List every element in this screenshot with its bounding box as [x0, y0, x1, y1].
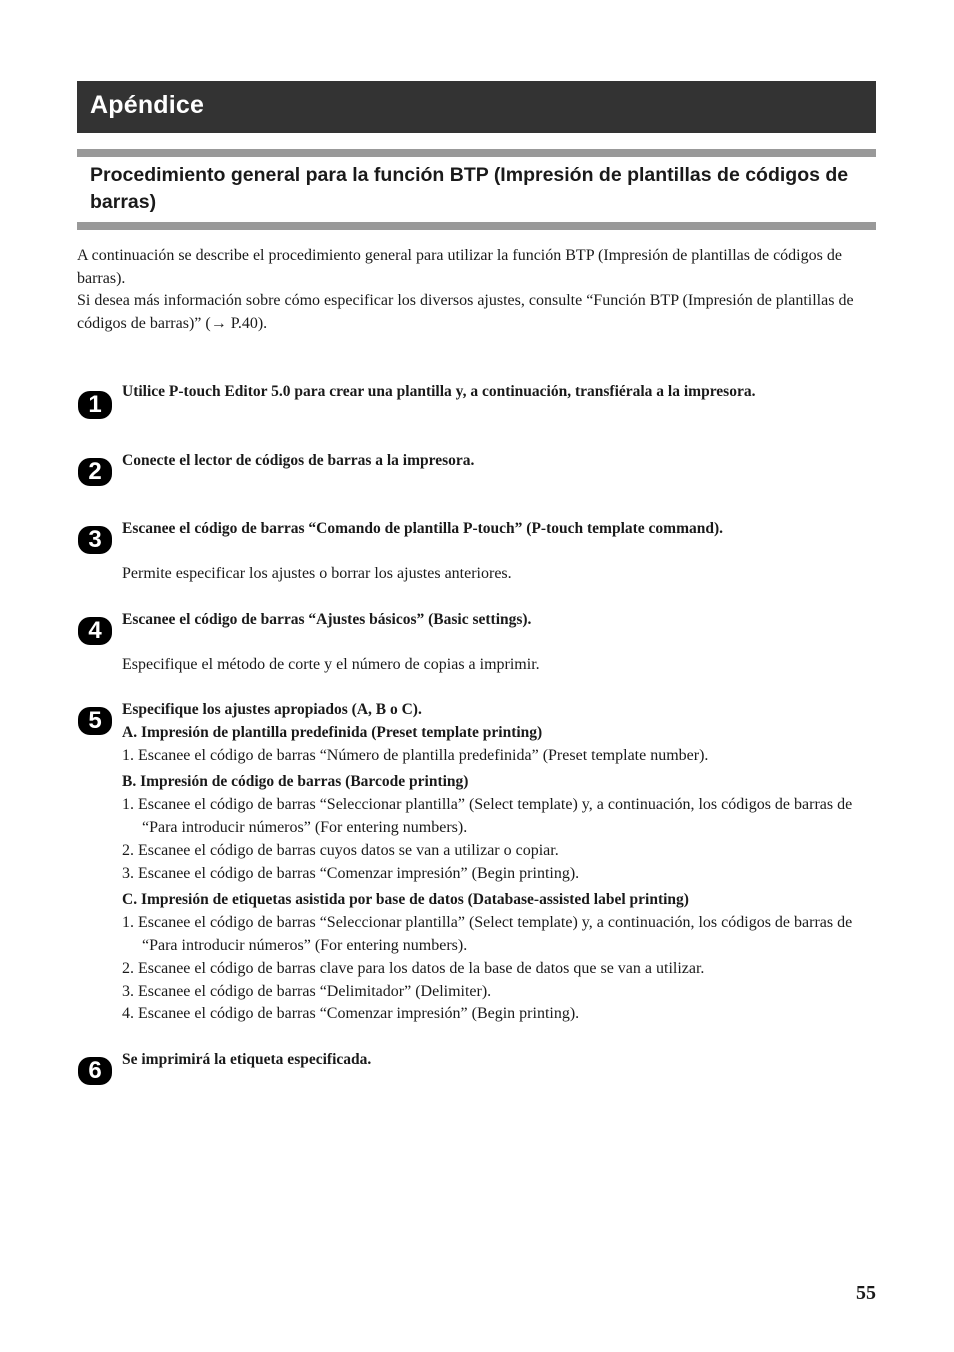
step-number-badge [78, 1057, 112, 1085]
option-a-item: 1. Escanee el código de barras “Número de plantilla predefinida” (Preset template number). [122, 746, 709, 764]
step-number: 3 [88, 526, 102, 553]
step-number-badge [78, 391, 112, 419]
section-rule-bottom [77, 222, 876, 230]
page-number: 55 [856, 1282, 876, 1304]
intro-paragraph: A continuación se describe el procedimiento general para utilizar la función BTP (Impresión de plantillas de códigos de barras). [77, 247, 842, 287]
step-description: Especifique el método de corte y el número de copias a imprimir. [122, 656, 540, 673]
step-number-badge [78, 707, 112, 735]
section-rule-top [77, 149, 876, 157]
section-title: Procedimiento general para la función BTP (Impresión de plantillas de códigos de barras) [90, 164, 849, 213]
option-c-item: 1. Escanee el código de barras “Seleccionar plantilla” (Select template) y, a continuación, los códigos de barras de “Para introducir números” (For entering numbers). [122, 914, 853, 954]
step-title: Escanee el código de barras “Comando de plantilla P-touch” (P-touch template command). [122, 520, 724, 537]
step-title: Conecte el lector de códigos de barras a la impresora. [122, 452, 475, 469]
option-c-item: 4. Escanee el código de barras “Comenzar impresión” (Begin printing). [122, 1005, 580, 1023]
step-title: Se imprimirá la etiqueta especificada. [122, 1051, 372, 1068]
step-number: 1 [88, 391, 102, 418]
step-number-badge [78, 617, 112, 645]
step-title: Especifique los ajustes apropiados (A, B o C). [122, 701, 422, 718]
option-a-heading: A. Impresión de plantilla predefinida (Preset template printing) [122, 723, 543, 741]
option-b-item: 2. Escanee el código de barras cuyos datos se van a utilizar o copiar. [122, 841, 559, 859]
step-number: 6 [88, 1057, 102, 1084]
option-b-item: 3. Escanee el código de barras “Comenzar impresión” (Begin printing). [122, 864, 580, 882]
intro-text [77, 245, 877, 336]
option-c-item: 3. Escanee el código de barras “Delimitador” (Delimiter). [122, 982, 492, 1000]
step-title: Escanee el código de barras “Ajustes básicos” (Basic settings). [122, 611, 532, 628]
step-number: 4 [88, 617, 102, 644]
chapter-header [77, 81, 876, 133]
step-description: Permite especificar los ajustes o borrar los ajustes anteriores. [122, 565, 512, 582]
option-b-item: 1. Escanee el código de barras “Seleccionar plantilla” (Select template) y, a continuación, los códigos de barras de “Para introducir números” (For entering numbers). [122, 796, 853, 836]
option-c-item: 2. Escanee el código de barras clave para los datos de la base de datos que se van a utilizar. [122, 959, 705, 977]
step-title: Utilice P-touch Editor 5.0 para crear una plantilla y, a continuación, transfiérala a la impresora. [122, 383, 756, 400]
step-number: 5 [88, 707, 102, 734]
step-5-content [122, 699, 862, 1026]
intro-paragraph: Si desea más información sobre cómo especificar los diversos ajustes, consulte “Función BTP (Impresión de plantillas de códigos de barras)” (→ P.40). [77, 292, 854, 333]
option-c-heading: C. Impresión de etiquetas asistida por base de datos (Database-assisted label printing) [122, 891, 689, 909]
step-number: 2 [88, 458, 102, 485]
step-number-badge [78, 526, 112, 554]
chapter-title: Apéndice [90, 91, 205, 119]
step-number-badge [78, 458, 112, 486]
option-b-heading: B. Impresión de código de barras (Barcode printing) [122, 773, 469, 791]
